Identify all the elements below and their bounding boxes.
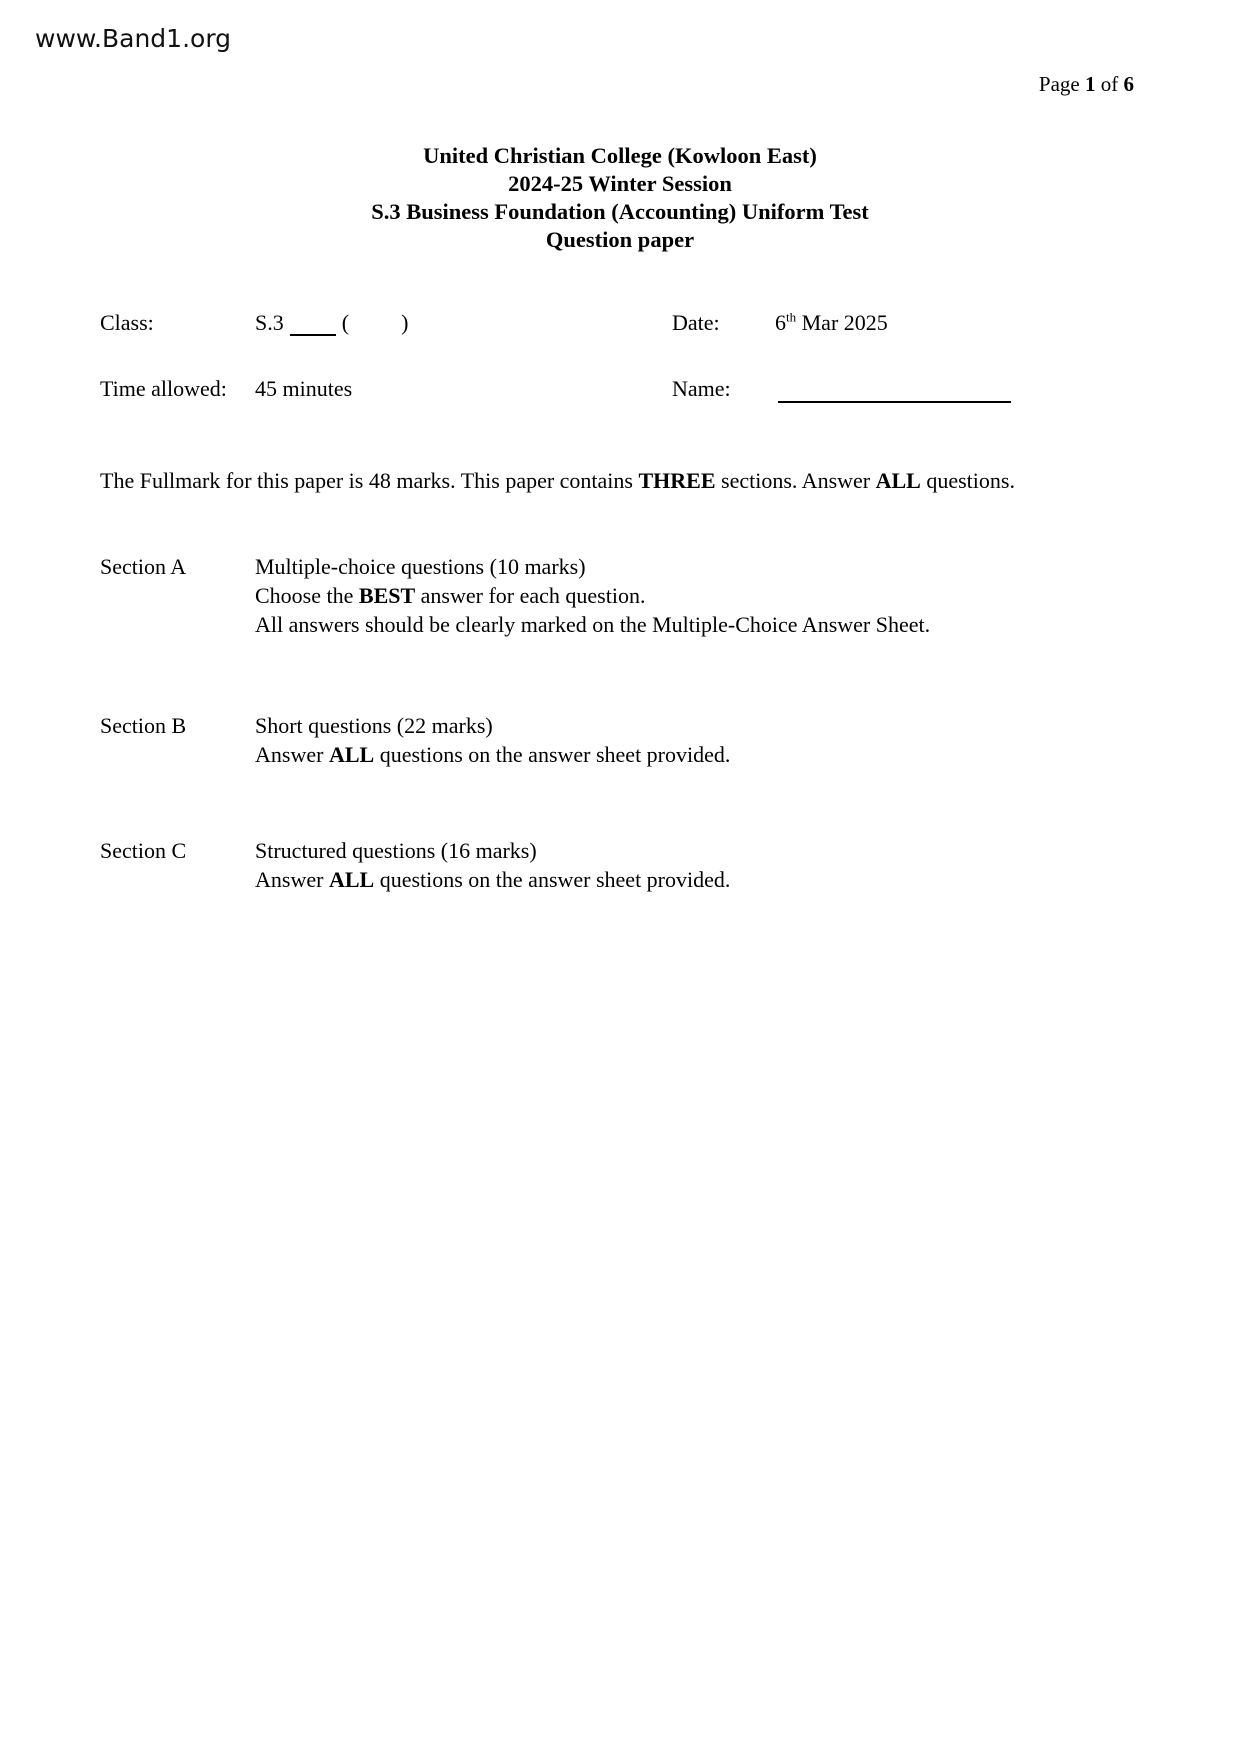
time-allowed-label: Time allowed: bbox=[100, 376, 227, 401]
class-blank-line bbox=[290, 310, 336, 336]
section-c bbox=[100, 836, 1160, 894]
intro-paragraph bbox=[100, 468, 1160, 494]
name-label: Name: bbox=[672, 376, 731, 401]
of-word: of bbox=[1100, 72, 1119, 96]
section-a-label: Section A bbox=[100, 554, 187, 579]
class-value bbox=[255, 310, 408, 336]
section-b bbox=[100, 711, 1160, 769]
title-block bbox=[0, 142, 1240, 254]
name-blank-line bbox=[778, 401, 1011, 403]
paper-subtitle: Question paper bbox=[545, 227, 695, 252]
date-value bbox=[775, 310, 888, 336]
session-title: 2024-25 Winter Session bbox=[508, 171, 732, 196]
section-c-body bbox=[255, 836, 1160, 894]
class-label: Class: bbox=[100, 310, 154, 335]
section-line: Choose the BEST answer for each question. bbox=[255, 583, 646, 608]
section-line: Structured questions (16 marks) bbox=[255, 838, 537, 863]
school-name: United Christian College (Kowloon East) bbox=[423, 143, 817, 168]
page-number: 1 bbox=[1085, 72, 1096, 96]
class-value-prefix: S.3 bbox=[255, 310, 284, 335]
date-day: 6 bbox=[775, 310, 786, 335]
intro-text: questions. bbox=[920, 468, 1015, 493]
date-ordinal: th bbox=[786, 309, 797, 325]
section-b-label: Section B bbox=[100, 713, 187, 738]
section-line: Answer ALL questions on the answer sheet provided. bbox=[255, 742, 731, 767]
class-close-paren: ) bbox=[401, 310, 409, 335]
section-line: Short questions (22 marks) bbox=[255, 713, 493, 738]
section-c-label: Section C bbox=[100, 838, 187, 863]
page-word: Page bbox=[1038, 72, 1080, 96]
class-open-paren: ( bbox=[341, 310, 350, 335]
intro-text: sections. Answer bbox=[715, 468, 876, 493]
section-a-body bbox=[255, 552, 1160, 639]
paper-title: S.3 Business Foundation (Accounting) Uniform Test bbox=[371, 199, 869, 224]
section-b-body bbox=[255, 711, 1160, 769]
section-a bbox=[100, 552, 1160, 639]
watermark-url: www.Band1.org bbox=[35, 24, 232, 53]
date-rest: Mar 2025 bbox=[796, 310, 888, 335]
total-pages: 6 bbox=[1123, 72, 1134, 96]
page-indicator bbox=[1039, 72, 1134, 97]
section-line: All answers should be clearly marked on the Multiple-Choice Answer Sheet. bbox=[255, 612, 931, 637]
time-allowed-value: 45 minutes bbox=[255, 376, 353, 401]
section-line: Answer ALL questions on the answer sheet provided. bbox=[255, 867, 731, 892]
intro-text: The Fullmark for this paper is 48 marks. This paper contains bbox=[100, 468, 639, 493]
intro-bold-three: THREE bbox=[638, 468, 716, 493]
section-line: Multiple-choice questions (10 marks) bbox=[255, 554, 586, 579]
date-label: Date: bbox=[672, 310, 720, 335]
intro-bold-all: ALL bbox=[875, 468, 921, 493]
